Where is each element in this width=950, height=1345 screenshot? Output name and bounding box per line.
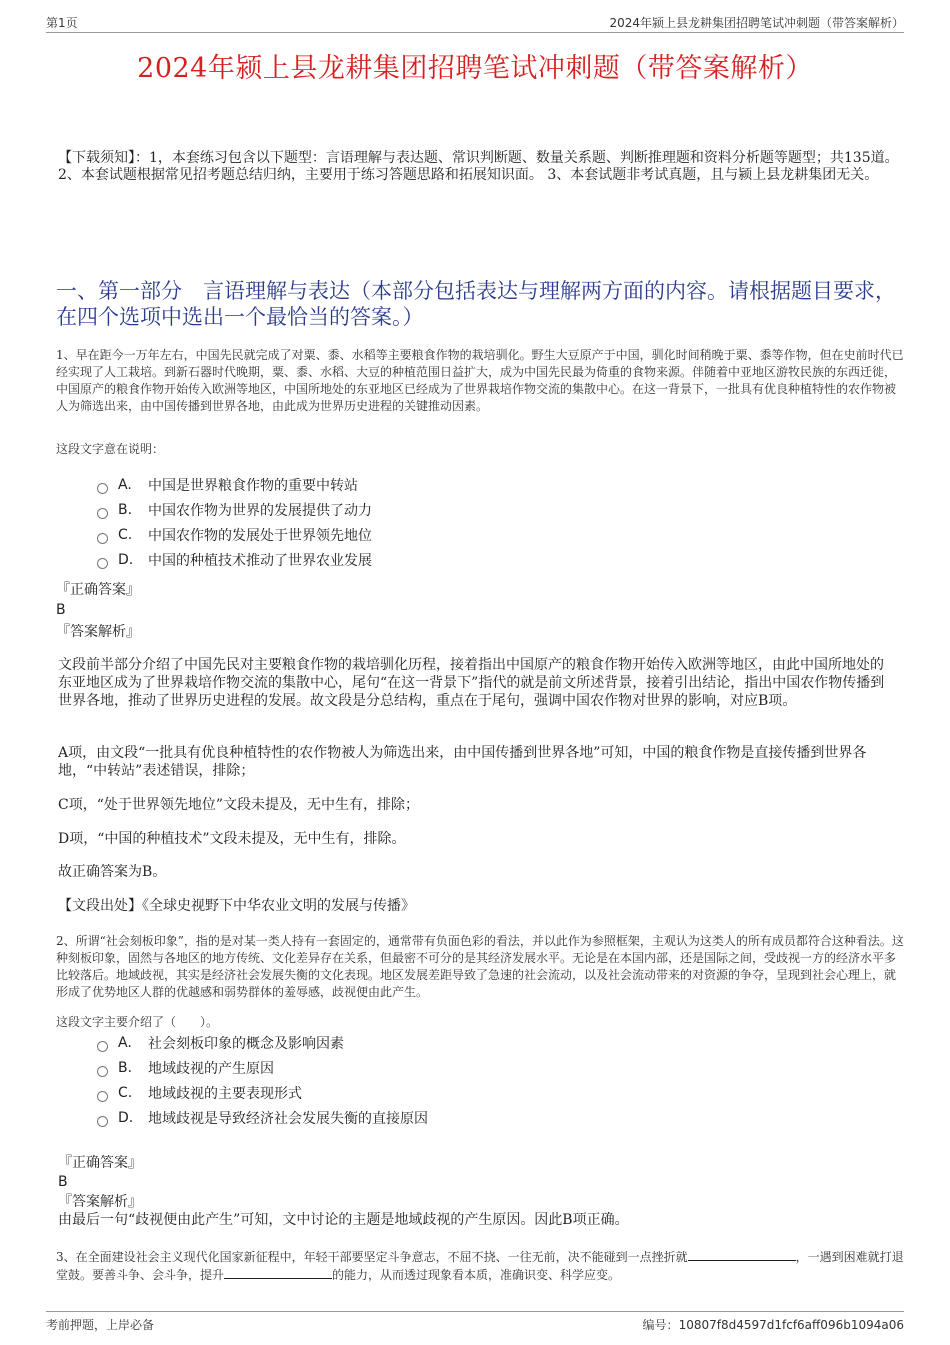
radio-icon[interactable]: [97, 483, 108, 494]
option-text: 中国的种植技术推动了世界农业发展: [148, 553, 372, 569]
radio-icon[interactable]: [97, 1041, 108, 1052]
option-a[interactable]: [97, 1032, 428, 1054]
option-b[interactable]: [97, 499, 372, 521]
option-letter: B.: [118, 502, 133, 518]
answer-label: 『正确答案』: [56, 582, 140, 598]
option-d[interactable]: [97, 1107, 428, 1129]
analysis-paragraph: 故正确答案为B。: [58, 864, 167, 880]
option-letter: A.: [118, 1035, 132, 1051]
footer-rule: [46, 1311, 904, 1312]
section-heading: 一、第一部分 言语理解与表达（本部分包括表达与理解两方面的内容。请根据题目要求，在四个选项中选出一个最恰当的答案。）: [56, 279, 896, 329]
option-text: 地域歧视是导致经济社会发展失衡的直接原因: [148, 1111, 428, 1127]
analysis-paragraph: 由最后一句“歧视便由此产生”可知，文中讨论的主题是地域歧视的产生原因。因此B项正确。: [58, 1212, 629, 1228]
question-2-stem: 2、所谓“社会刻板印象”，指的是对某一类人持有一套固定的，通常带有负面色彩的看法，并以此作为参照框架，主观认为这类人的所有成员都符合这种看法。这种刻板印象，固然与各地区的地方传统、文化差异存在关系，但最密不可分的是其经济发展水平。无论是在本国内部，还是国际之间，受歧视一方的经济水平多比较落后。地域歧视，其实是经济社会发展失衡的文化表现。地区发展差距导致了急速的社会流动，以及社会流动带来的对资源的争夺，呈现到社会心理上，就形成了优势地区人群的优越感和弱势群体的羞辱感，歧视便由此产生。: [56, 934, 904, 999]
option-letter: C.: [118, 1085, 133, 1101]
question-1-prompt: 这段文字意在说明：: [56, 442, 165, 456]
option-letter: B.: [118, 1060, 133, 1076]
option-a[interactable]: [97, 474, 372, 496]
option-letter: D.: [118, 552, 134, 568]
stem-part: ，一遇到困难就打退堂鼓。要善斗争、会斗争，提升: [56, 1250, 904, 1282]
stem-part: 3、在全面建设社会主义现代化国家新征程中，年轻干部要坚定斗争意志，不屈不挠、一往无前，决不能碰到一点挫折就: [56, 1250, 688, 1264]
option-letter: C.: [118, 527, 133, 543]
option-text: 中国农作物的发展处于世界领先地位: [148, 528, 372, 544]
option-text: 中国是世界粮食作物的重要中转站: [148, 478, 358, 494]
document-code: [643, 1316, 904, 1333]
question-1-stem: 1、早在距今一万年左右，中国先民就完成了对粟、黍、水稻等主要粮食作物的栽培驯化。野生大豆原产于中国，驯化时间稍晚于粟、黍等作物，但在史前时代已经实现了人工栽培。到新石器时代晚期，粟、黍、水稻、大豆的种植范围日益扩大，成为中国先民最为倚重的食物来源。伴随着中亚地区游牧民族的东西迁徙，中国原产的粮食作物开始传入欧洲等地区，中国所地处的东亚地区已经成为了世界栽培作物交流的集散中心。在这一背景下，一批具有优良种植特性的农作物被人为筛选出来，由中国传播到世界各地，由此成为世界历史进程的关键推动因素。: [56, 348, 904, 413]
fill-blank: [688, 1248, 796, 1261]
radio-icon[interactable]: [97, 1091, 108, 1102]
analysis-label: 『答案解析』: [56, 624, 140, 640]
radio-icon[interactable]: [97, 558, 108, 569]
option-letter: D.: [118, 1110, 134, 1126]
radio-icon[interactable]: [97, 533, 108, 544]
running-header-title: 2024年颍上县龙耕集团招聘笔试冲刺题（带答案解析）: [609, 16, 904, 30]
source-citation: 【文段出处】《全球史视野下中华农业文明的发展与传播》: [58, 898, 415, 914]
code-value: 10807f8d4597d1fcf6aff096b1094a06: [678, 1318, 904, 1332]
answer-value: B: [58, 1174, 68, 1190]
footer-slogan: 考前押题，上岸必备: [46, 1318, 155, 1332]
radio-icon[interactable]: [97, 1066, 108, 1077]
option-text: 中国农作物为世界的发展提供了动力: [148, 503, 372, 519]
radio-icon[interactable]: [97, 508, 108, 519]
option-text: 地域歧视的主要表现形式: [148, 1086, 302, 1102]
radio-icon[interactable]: [97, 1116, 108, 1127]
code-label: 编号：: [642, 1318, 679, 1332]
option-c[interactable]: [97, 524, 372, 546]
question-2-prompt: 这段文字主要介绍了（ ）。: [56, 1015, 219, 1029]
fill-blank: [224, 1266, 332, 1279]
analysis-label: 『答案解析』: [58, 1194, 142, 1210]
analysis-paragraph: C项，“处于世界领先地位”文段未提及，无中生有，排除；: [58, 797, 420, 813]
answer-value: B: [56, 602, 66, 618]
download-notice: 【下载须知】：1，本套练习包含以下题型：言语理解与表达题、常识判断题、数量关系题、判断推理题和资料分析题等题型；共135道。 2、本套试题根据常见招考题总结归纳，主要用于练习答题思路和拓展知识面。 3、本套试题非考试真题，且与颍上县龙耕集团无关。: [58, 150, 899, 183]
document-title: 2024年颍上县龙耕集团招聘笔试冲刺题（带答案解析）: [137, 53, 813, 84]
analysis-paragraph: A项，由文段“一批具有优良种植特性的农作物被人为筛选出来，由中国传播到世界各地”可知，中国的粮食作物是直接传播到世界各地，“中转站”表述错误，排除；: [58, 745, 867, 779]
header-rule: [46, 32, 904, 33]
stem-part: 的能力，从而透过现象看本质，准确识变、科学应变。: [332, 1268, 621, 1282]
option-text: 地域歧视的产生原因: [148, 1061, 274, 1077]
question-1-options: [97, 474, 372, 571]
analysis-paragraph: 文段前半部分介绍了中国先民对主要粮食作物的栽培驯化历程，接着指出中国原产的粮食作物开始传入欧洲等地区，由此中国所地处的东亚地区成为了世界栽培作物交流的集散中心，尾句“在这一背景下”指代的就是前文所述背景，接着引出结论，指出中国农作物传播到世界各地，推动了世界历史进程的发展。故文段是分总结构，重点在于尾句，强调中国农作物对世界的影响，对应B项。: [58, 657, 885, 709]
option-letter: A.: [118, 477, 132, 493]
question-2-options: [97, 1032, 428, 1129]
answer-label: 『正确答案』: [58, 1155, 142, 1171]
option-c[interactable]: [97, 1082, 428, 1104]
analysis-paragraph: D项，“中国的种植技术”文段未提及，无中生有，排除。: [58, 831, 406, 847]
option-text: 社会刻板印象的概念及影响因素: [148, 1036, 344, 1052]
option-d[interactable]: [97, 549, 372, 571]
option-b[interactable]: [97, 1057, 428, 1079]
question-3-stem: [56, 1248, 904, 1284]
page-number: 第1页: [46, 16, 78, 30]
